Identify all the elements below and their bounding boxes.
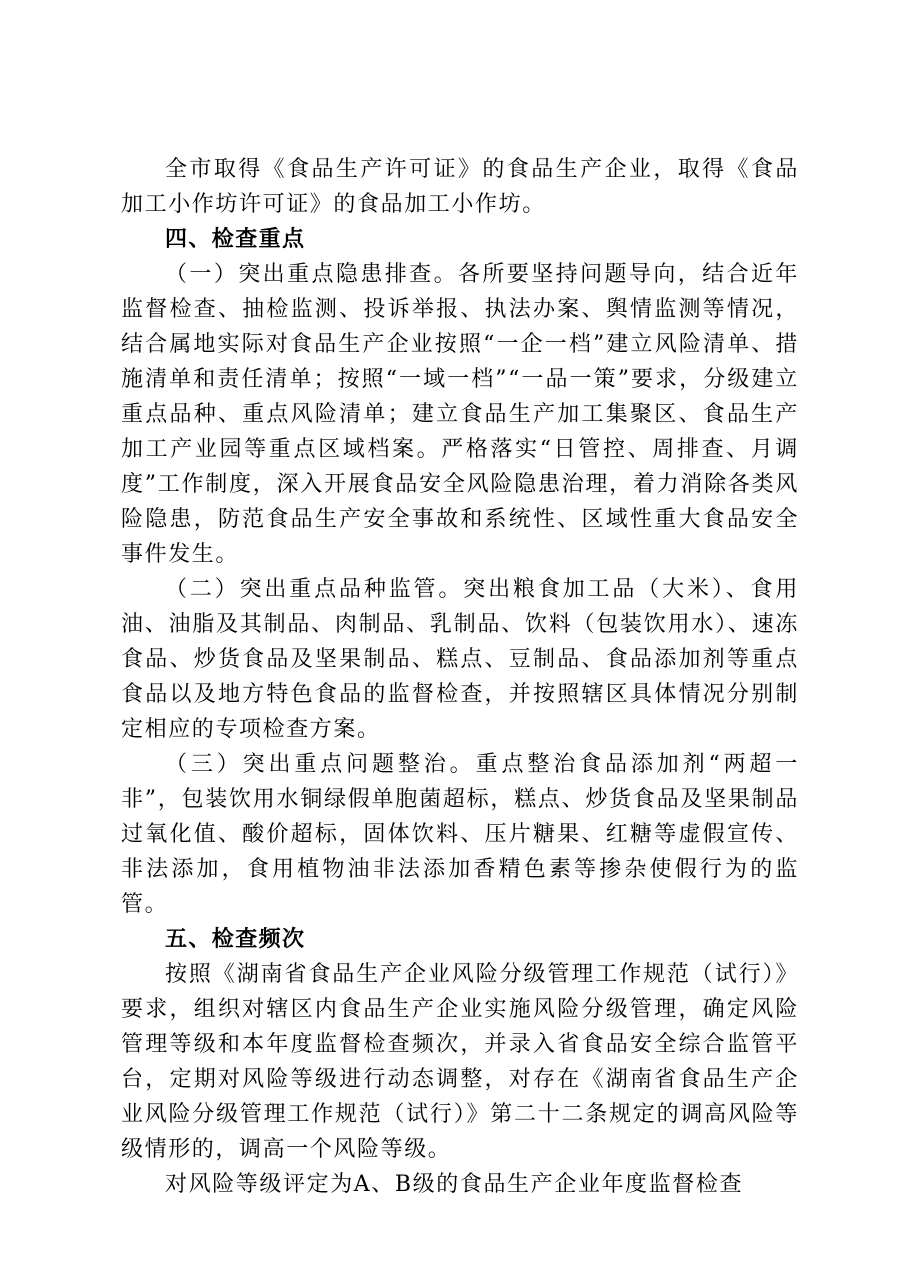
scope-paragraph: 全市取得《食品生产许可证》的食品生产企业，取得《食品加工小作坊许可证》的食品加工小作坊。 xyxy=(121,157,799,217)
item-body-text: 重点整治食品添加剂“两超一非”，包装饮用水铜绿假单胞菌超标，糕点、炒货食品及坚果制品过氧化值、酸价超标，固体饮料、压片糖果、红糖等虚假宣传、非法添加，食用植物油非法添加香精色素等掺杂使假行为的监管。 xyxy=(121,752,799,917)
section-heading-inspection-focus: 四、检查重点 xyxy=(165,227,306,252)
section-heading-inspection-frequency: 五、检查频次 xyxy=(165,927,306,952)
ab-level-paragraph: 对风险等级评定为A、B级的食品生产企业年度监督检查 xyxy=(165,1172,744,1197)
focus-item-key-problems xyxy=(121,747,799,922)
focus-item-key-varieties xyxy=(121,572,799,747)
item-lead-text: （三）突出重点问题整治。 xyxy=(165,752,476,777)
item-lead-text: （二）突出重点品种监管。 xyxy=(165,577,464,602)
item-body-text: 突出粮食加工品（大米）、食用油、油脂及其制品、肉制品、乳制品、饮料（包装饮用水）、速冻食品、炒货食品及坚果制品、糕点、豆制品、食品添加剂等重点食品以及地方特色食品的监督检查，并按照辖区具体情况分别制定相应的专项检查方案。 xyxy=(121,577,800,742)
item-body-text: 各所要坚持问题导向，结合近年监督检查、抽检监测、投诉举报、执法办案、舆情监测等情况，结合属地实际对食品生产企业按照“一企一档”建立风险清单、措施清单和责任清单；按照“一域一档”“一品一策”要求，分级建立重点品种、重点风险清单；建立食品生产加工集聚区、食品生产加工产业园等重点区域档案。严格落实“日管控、周排查、月调度”工作制度，深入开展食品安全风险隐患治理，着力消除各类风险隐患，防范食品生产安全事故和系统性、区域性重大食品安全事件发生。 xyxy=(121,262,800,567)
item-lead-text: （一）突出重点隐患排查。 xyxy=(165,262,458,287)
frequency-paragraph: 按照《湖南省食品生产企业风险分级管理工作规范（试行）》要求，组织对辖区内食品生产企业实施风险分级管理，确定风险管理等级和本年度监督检查频次，并录入省食品安全综合监管平台，定期对风险等级进行动态调整，对存在《湖南省食品生产企业风险分级管理工作规范（试行）》第二十二条规定的调高风险等级情形的，调高一个风险等级。 xyxy=(121,962,799,1162)
document-body xyxy=(121,152,799,1202)
focus-item-hazard-screening xyxy=(121,257,799,572)
